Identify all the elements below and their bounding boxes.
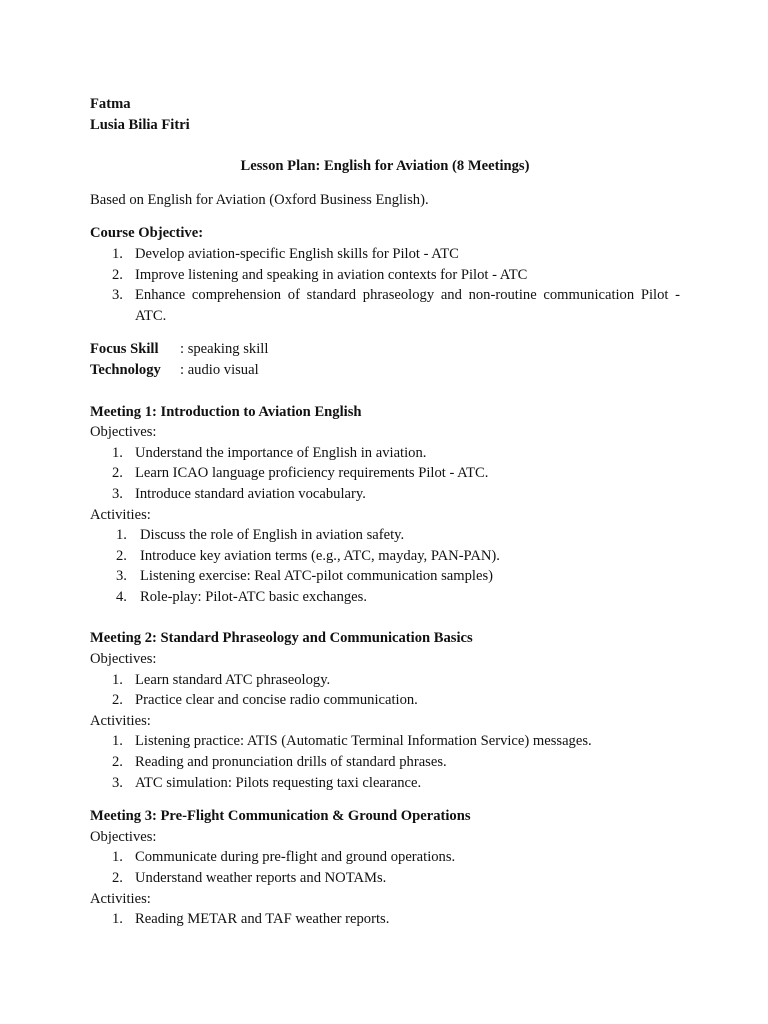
- list-item: 1. Discuss the role of English in aviation safety.: [116, 527, 405, 544]
- basis-text: Based on English for Aviation (Oxford Business English).: [90, 191, 429, 208]
- list-item: 3. Introduce standard aviation vocabulary.: [112, 485, 366, 502]
- list-item: 2. Understand weather reports and NOTAMs.: [112, 870, 387, 886]
- list-item: 1. Understand the importance of English in aviation.: [112, 444, 427, 461]
- focus-skill-value: : speaking skill: [180, 341, 269, 358]
- list-item: 1. Listening practice: ATIS (Automatic Terminal Information Service) messages.: [112, 733, 592, 750]
- technology-row: [90, 360, 680, 381]
- list-item: 1. Learn standard ATC phraseology.: [112, 671, 331, 688]
- list-item: 2. Learn ICAO language proficiency requirements Pilot - ATC.: [112, 465, 489, 482]
- meeting-1-activities-label: Activities:: [90, 506, 151, 523]
- list-item: 2. Practice clear and concise radio communication.: [112, 692, 418, 709]
- technology-label: Technology: [90, 361, 161, 378]
- meeting-3-objectives: [90, 847, 680, 888]
- document-page: [90, 94, 680, 930]
- meeting-1-activities: [90, 525, 680, 607]
- course-objective-heading: Course Objective:: [90, 225, 204, 242]
- meeting-3-activities: [90, 909, 680, 930]
- author-name-1: Fatma: [90, 96, 131, 112]
- list-item: 3. Listening exercise: Real ATC-pilot communication samples): [116, 568, 494, 585]
- meeting-3-activities-label: Activities:: [90, 890, 151, 907]
- meeting-1-objectives: [90, 443, 680, 505]
- list-item: 1. Communicate during pre-flight and ground operations.: [112, 849, 456, 866]
- list-item: 2. Reading and pronunciation drills of standard phrases.: [112, 754, 447, 771]
- focus-skill-row: [90, 339, 680, 360]
- list-item: 1. Develop aviation-specific English skills for Pilot - ATC: [112, 245, 459, 262]
- list-item: 3. ATC simulation: Pilots requesting taxi clearance.: [112, 774, 422, 791]
- meeting-3-objectives-label: Objectives:: [90, 828, 157, 845]
- meeting-2-activities: [90, 731, 680, 793]
- list-item: 1. Reading METAR and TAF weather reports.: [112, 911, 390, 928]
- meeting-2-objectives: [90, 670, 680, 711]
- document-title: Lesson Plan: English for Aviation (8 Meetings): [240, 158, 530, 175]
- meeting-3-title: Meeting 3: Pre-Flight Communication & Ground Operations: [90, 808, 471, 825]
- focus-skill-label: Focus Skill: [90, 341, 159, 358]
- meeting-2-title: Meeting 2: Standard Phraseology and Communication Basics: [90, 630, 473, 647]
- technology-value: : audio visual: [180, 361, 259, 378]
- list-item: 2. Introduce key aviation terms (e.g., ATC, mayday, PAN-PAN).: [116, 547, 500, 564]
- list-item: 3. Enhance comprehension of standard phraseology and non-routine communication Pilot - ATC.: [112, 287, 680, 324]
- author-name-2: Lusia Bilia Fitri: [90, 116, 190, 133]
- meeting-2-objectives-label: Objectives:: [90, 651, 157, 668]
- meeting-1-title: Meeting 1: Introduction to Aviation English: [90, 403, 362, 420]
- list-item: 4. Role-play: Pilot-ATC basic exchanges.: [116, 588, 367, 605]
- meeting-1-objectives-label: Objectives:: [90, 424, 157, 441]
- list-item: 2. Improve listening and speaking in aviation contexts for Pilot - ATC: [112, 266, 528, 283]
- meeting-2-activities-label: Activities:: [90, 712, 151, 729]
- course-objective-list: [90, 244, 680, 326]
